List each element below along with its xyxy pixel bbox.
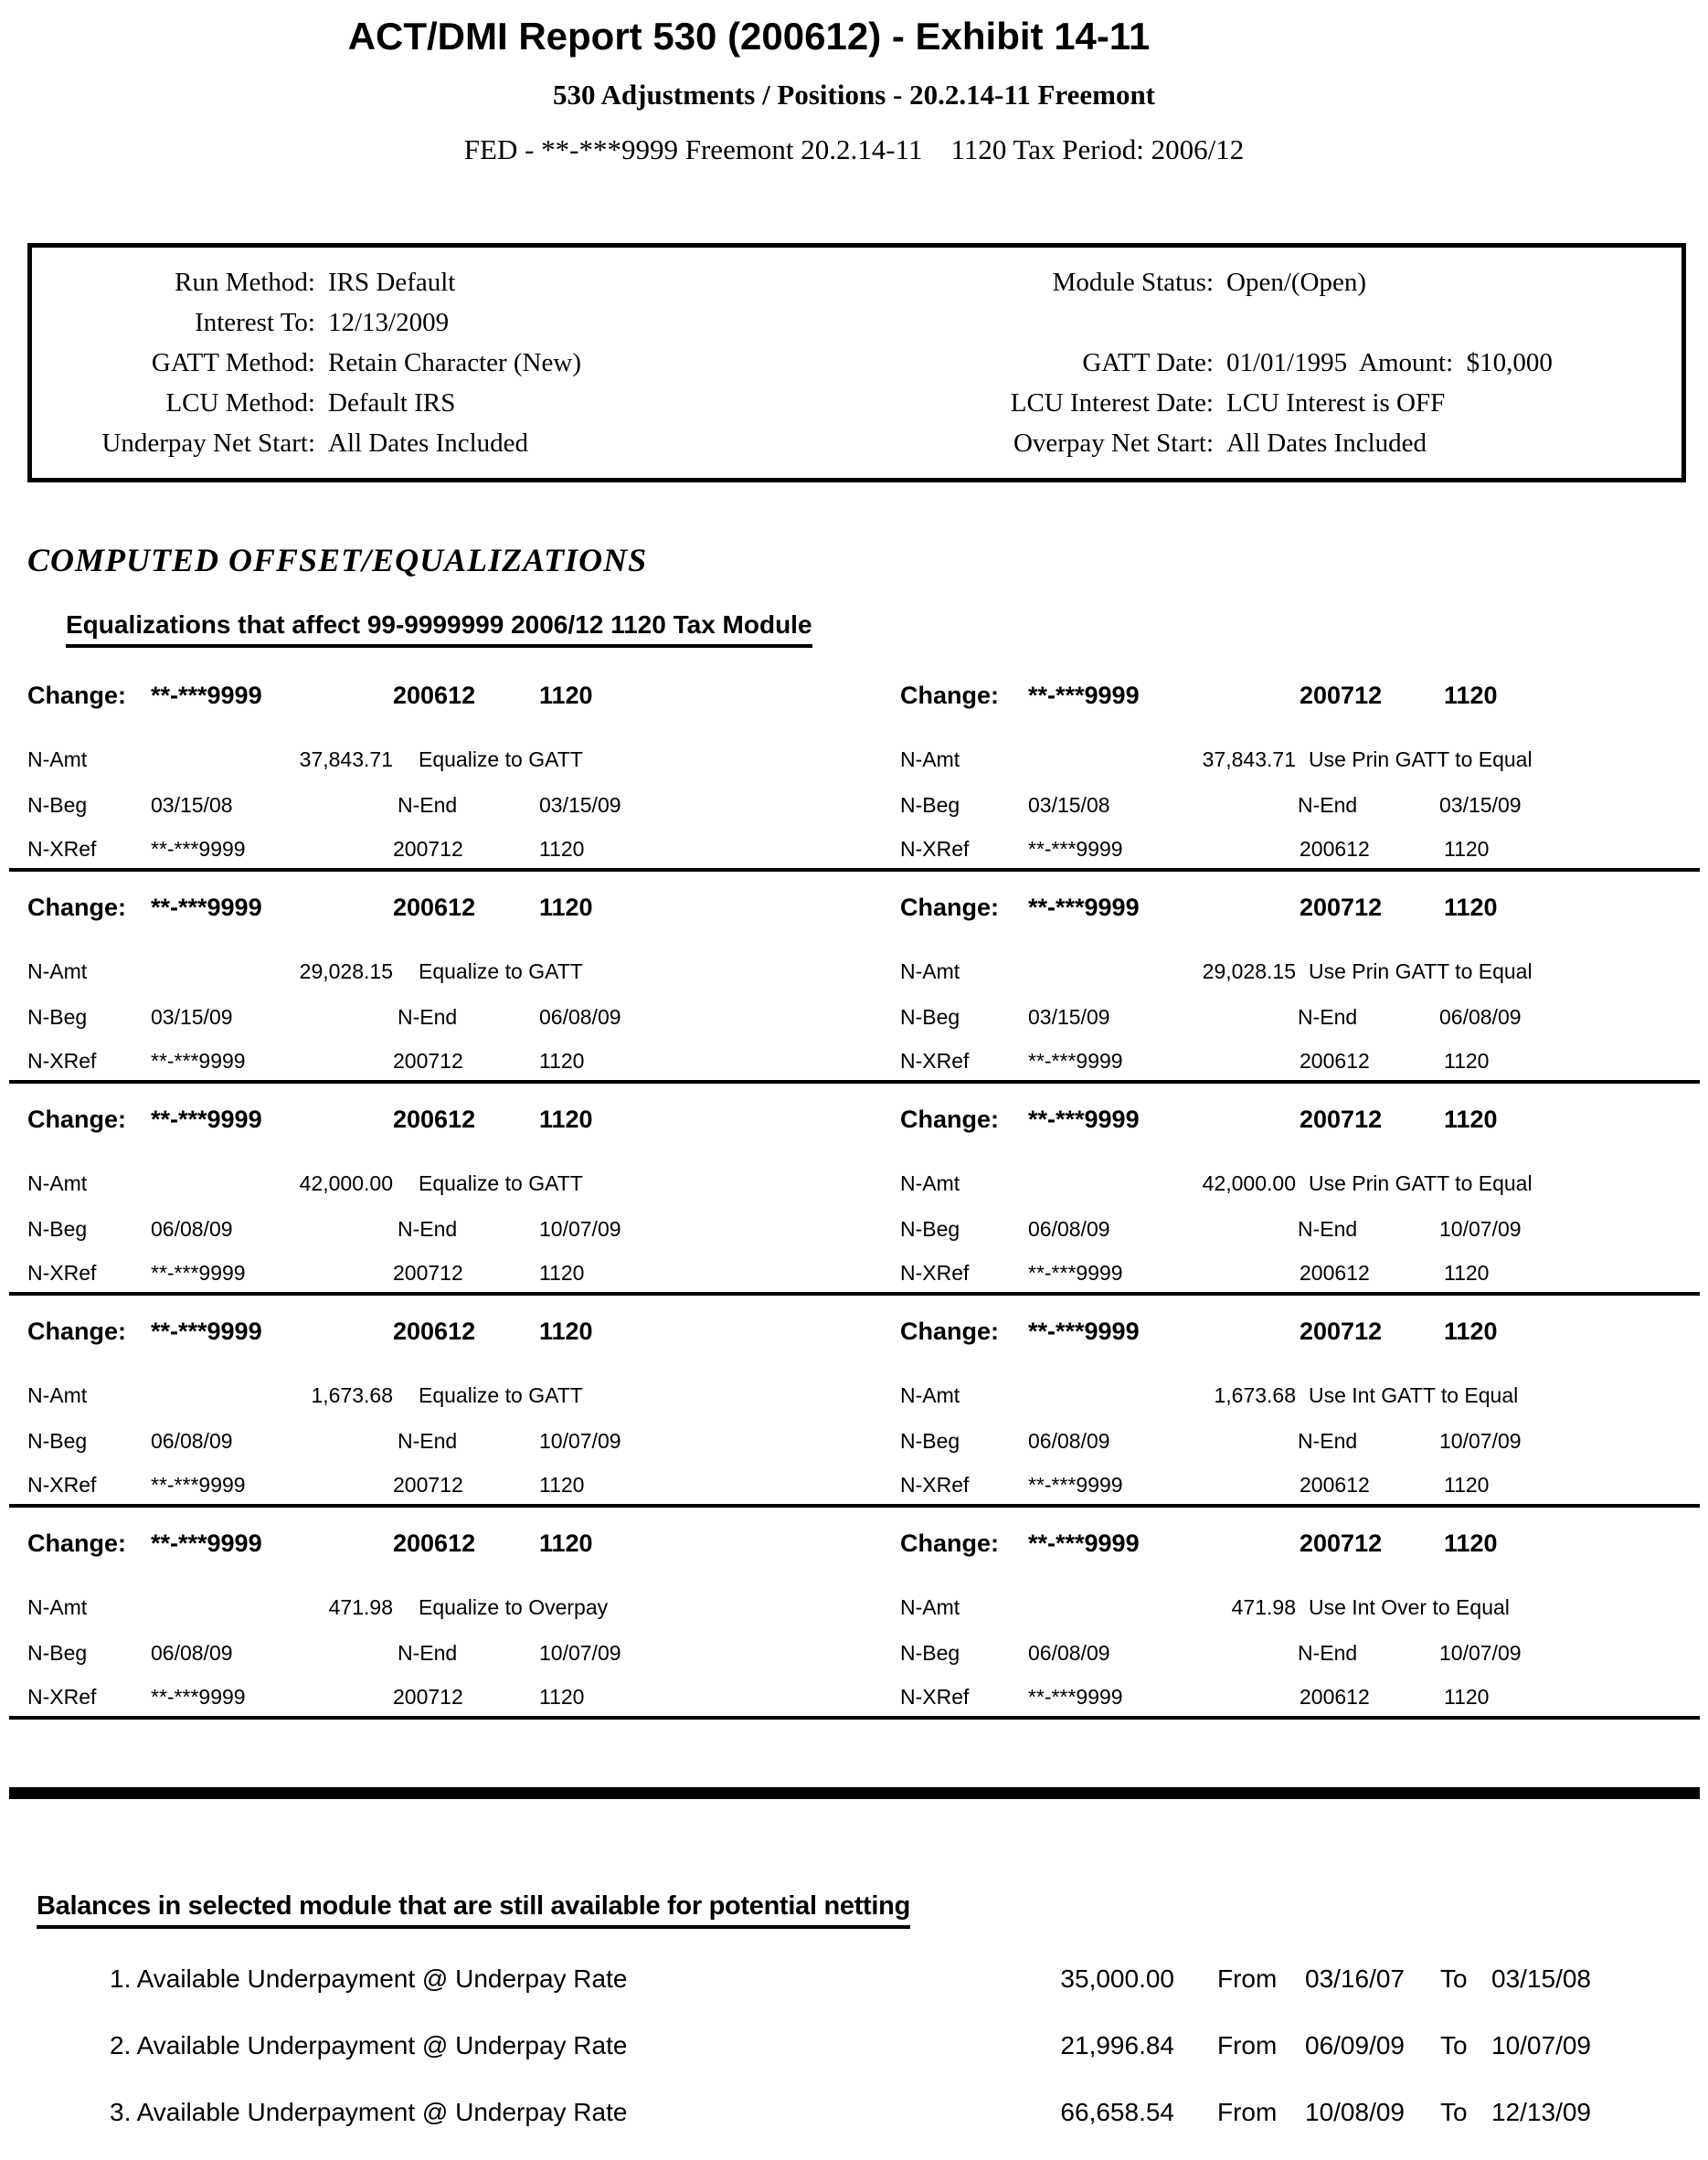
n-amt-desc: Use Int GATT to Equal bbox=[1309, 1383, 1519, 1407]
balance-item bbox=[0, 2031, 1708, 2070]
n-xref-mft: 1120 bbox=[1444, 1049, 1490, 1073]
n-beg-label: N-Beg bbox=[900, 1641, 960, 1665]
change-label: Change: bbox=[27, 894, 126, 921]
from-label: From bbox=[1217, 1964, 1278, 1993]
n-end-label: N-End bbox=[398, 1005, 458, 1029]
n-amt-label: N-Amt bbox=[900, 1383, 960, 1407]
param-value: Default IRS bbox=[328, 388, 456, 418]
equalizations-heading: Equalizations that affect 99-9999999 2006/12 1120 Tax Module bbox=[66, 610, 812, 648]
balance-label: 1. Available Underpayment @ Underpay Rate bbox=[110, 1964, 628, 1993]
module-parameters-box bbox=[27, 243, 1686, 482]
n-amt-label: N-Amt bbox=[900, 959, 960, 983]
n-beg-label: N-Beg bbox=[27, 793, 88, 817]
n-end-date: 10/07/09 bbox=[539, 1641, 621, 1665]
n-beg-date: 06/08/09 bbox=[1028, 1641, 1110, 1665]
n-end-date: 03/15/09 bbox=[1439, 793, 1522, 817]
n-beg-date: 06/08/09 bbox=[1028, 1217, 1110, 1241]
n-end-label: N-End bbox=[398, 1429, 458, 1453]
n-beg-date: 03/15/08 bbox=[1028, 793, 1110, 817]
change-period: 200612 bbox=[393, 894, 476, 921]
n-end-label: N-End bbox=[398, 1217, 458, 1241]
balances-heading: Balances in selected module that are still available for potential netting bbox=[37, 1891, 910, 1929]
from-date: 03/16/07 bbox=[1305, 1964, 1405, 1993]
n-xref-mft: 1120 bbox=[539, 1473, 585, 1497]
n-amt-value: 29,028.15 bbox=[299, 959, 393, 983]
n-beg-label: N-Beg bbox=[900, 1005, 960, 1029]
param-label: Module Status: bbox=[1052, 268, 1214, 297]
param-label: Run Method: bbox=[175, 268, 315, 297]
to-date: 03/15/08 bbox=[1491, 1964, 1591, 1993]
param-value: All Dates Included bbox=[1226, 429, 1427, 458]
to-label: To bbox=[1440, 2098, 1468, 2126]
n-amt-value: 471.98 bbox=[1231, 1595, 1296, 1619]
to-date: 12/13/09 bbox=[1491, 2098, 1591, 2126]
param-label: Overpay Net Start: bbox=[1013, 429, 1214, 458]
n-amt-value: 29,028.15 bbox=[1202, 959, 1296, 983]
n-end-label: N-End bbox=[398, 1641, 458, 1665]
change-pair bbox=[9, 1508, 1700, 1720]
n-xref-mft: 1120 bbox=[539, 1685, 585, 1709]
n-amt-value: 37,843.71 bbox=[299, 747, 393, 771]
change-tin: **-***9999 bbox=[1028, 682, 1140, 709]
balance-amount: 66,658.54 bbox=[1060, 2098, 1174, 2126]
n-xref-period: 200612 bbox=[1300, 1261, 1370, 1285]
n-beg-date: 03/15/09 bbox=[151, 1005, 233, 1029]
change-tin: **-***9999 bbox=[1028, 1318, 1140, 1345]
n-amt-value: 42,000.00 bbox=[299, 1171, 393, 1195]
n-end-date: 06/08/09 bbox=[539, 1005, 621, 1029]
n-xref-period: 200712 bbox=[393, 1261, 463, 1285]
n-xref-label: N-XRef bbox=[27, 1685, 97, 1709]
n-xref-label: N-XRef bbox=[27, 837, 97, 861]
n-amt-desc: Equalize to GATT bbox=[419, 1171, 583, 1195]
n-xref-mft: 1120 bbox=[539, 1261, 585, 1285]
n-amt-desc: Use Prin GATT to Equal bbox=[1309, 747, 1533, 771]
n-xref-tin: **-***9999 bbox=[1028, 837, 1123, 861]
change-tin: **-***9999 bbox=[1028, 1106, 1140, 1133]
param-label: GATT Method: bbox=[151, 348, 315, 377]
change-pair bbox=[9, 1296, 1700, 1508]
n-xref-period: 200612 bbox=[1300, 1685, 1370, 1709]
change-tin: **-***9999 bbox=[151, 894, 262, 921]
change-pair bbox=[9, 872, 1700, 1084]
change-tin: **-***9999 bbox=[1028, 1530, 1140, 1557]
n-amt-desc: Use Prin GATT to Equal bbox=[1309, 959, 1533, 983]
change-mft: 1120 bbox=[539, 682, 593, 709]
n-xref-mft: 1120 bbox=[1444, 1685, 1490, 1709]
n-xref-label: N-XRef bbox=[900, 1261, 970, 1285]
param-row bbox=[640, 429, 1672, 459]
n-beg-date: 06/08/09 bbox=[1028, 1429, 1110, 1453]
change-period: 200612 bbox=[393, 682, 476, 709]
param-value: Open/(Open) bbox=[1226, 268, 1367, 297]
report-fed-line: FED - **-***9999 Freemont 20.2.14-11 1120 Tax Period: 2006/12 bbox=[463, 133, 1245, 165]
n-xref-period: 200612 bbox=[1300, 1049, 1370, 1073]
balance-label: 3. Available Underpayment @ Underpay Rate bbox=[110, 2098, 628, 2126]
change-pair bbox=[9, 1084, 1700, 1296]
n-amt-value: 37,843.71 bbox=[1202, 747, 1296, 771]
n-xref-mft: 1120 bbox=[539, 837, 585, 861]
report-subtitle: 530 Adjustments / Positions - 20.2.14-11 Freemont bbox=[552, 79, 1156, 111]
change-period: 200712 bbox=[1300, 1318, 1383, 1345]
change-mft: 1120 bbox=[539, 1530, 593, 1557]
n-beg-date: 06/08/09 bbox=[151, 1641, 233, 1665]
balance-amount: 21,996.84 bbox=[1060, 2031, 1174, 2059]
param-value: All Dates Included bbox=[328, 429, 529, 458]
n-beg-date: 06/08/09 bbox=[151, 1217, 233, 1241]
n-beg-label: N-Beg bbox=[27, 1217, 88, 1241]
to-date: 10/07/09 bbox=[1491, 2031, 1591, 2059]
n-xref-mft: 1120 bbox=[1444, 1261, 1490, 1285]
n-xref-tin: **-***9999 bbox=[151, 1049, 246, 1073]
n-xref-period: 200712 bbox=[393, 837, 463, 861]
n-beg-label: N-Beg bbox=[900, 1429, 960, 1453]
balance-item bbox=[0, 2098, 1708, 2136]
section-divider bbox=[9, 1787, 1700, 1799]
n-xref-period: 200612 bbox=[1300, 1473, 1370, 1497]
param-value: IRS Default bbox=[328, 268, 456, 297]
n-amt-value: 1,673.68 bbox=[1214, 1383, 1296, 1407]
change-label: Change: bbox=[27, 1530, 126, 1557]
change-label: Change: bbox=[900, 682, 999, 709]
n-amt-desc: Equalize to GATT bbox=[419, 959, 583, 983]
n-end-date: 10/07/09 bbox=[539, 1217, 621, 1241]
n-xref-label: N-XRef bbox=[900, 1473, 970, 1497]
n-xref-tin: **-***9999 bbox=[1028, 1261, 1123, 1285]
to-label: To bbox=[1440, 2031, 1468, 2059]
n-amt-label: N-Amt bbox=[27, 747, 88, 771]
param-label: LCU Method: bbox=[165, 388, 315, 418]
change-label: Change: bbox=[900, 1106, 999, 1133]
change-period: 200712 bbox=[1300, 1530, 1383, 1557]
computed-offset-heading: COMPUTED OFFSET/EQUALIZATIONS bbox=[27, 542, 648, 578]
n-end-label: N-End bbox=[1298, 1429, 1358, 1453]
n-end-label: N-End bbox=[1298, 1217, 1358, 1241]
n-amt-label: N-Amt bbox=[900, 1595, 960, 1619]
change-label: Change: bbox=[27, 682, 126, 709]
n-beg-label: N-Beg bbox=[27, 1429, 88, 1453]
change-mft: 1120 bbox=[1444, 1530, 1498, 1557]
n-xref-period: 200712 bbox=[393, 1685, 463, 1709]
n-end-date: 10/07/09 bbox=[539, 1429, 621, 1453]
n-xref-label: N-XRef bbox=[27, 1473, 97, 1497]
change-tin: **-***9999 bbox=[151, 1530, 262, 1557]
change-label: Change: bbox=[27, 1318, 126, 1345]
report-title: ACT/DMI Report 530 (200612) - Exhibit 14-11 bbox=[347, 15, 1151, 58]
n-amt-label: N-Amt bbox=[900, 747, 960, 771]
n-xref-label: N-XRef bbox=[900, 1685, 970, 1709]
n-beg-label: N-Beg bbox=[900, 1217, 960, 1241]
n-xref-label: N-XRef bbox=[900, 837, 970, 861]
change-period: 200712 bbox=[1300, 1106, 1383, 1133]
change-label: Change: bbox=[27, 1106, 126, 1133]
n-xref-tin: **-***9999 bbox=[151, 1685, 246, 1709]
n-beg-date: 03/15/08 bbox=[151, 793, 233, 817]
n-amt-desc: Equalize to GATT bbox=[419, 1383, 583, 1407]
change-tin: **-***9999 bbox=[151, 682, 262, 709]
n-xref-mft: 1120 bbox=[539, 1049, 585, 1073]
param-row bbox=[640, 308, 1672, 338]
change-mft: 1120 bbox=[539, 1106, 593, 1133]
param-row bbox=[640, 348, 1672, 378]
n-xref-mft: 1120 bbox=[1444, 837, 1490, 861]
n-amt-label: N-Amt bbox=[27, 1383, 88, 1407]
n-xref-tin: **-***9999 bbox=[1028, 1473, 1123, 1497]
change-label: Change: bbox=[900, 1318, 999, 1345]
change-tin: **-***9999 bbox=[151, 1106, 262, 1133]
param-value: Retain Character (New) bbox=[328, 348, 581, 377]
change-mft: 1120 bbox=[1444, 894, 1498, 921]
param-label: LCU Interest Date: bbox=[1010, 388, 1214, 418]
change-period: 200612 bbox=[393, 1530, 476, 1557]
n-xref-tin: **-***9999 bbox=[1028, 1685, 1123, 1709]
n-end-label: N-End bbox=[1298, 793, 1358, 817]
n-end-date: 10/07/09 bbox=[1439, 1429, 1522, 1453]
n-end-date: 10/07/09 bbox=[1439, 1641, 1522, 1665]
n-amt-desc: Use Prin GATT to Equal bbox=[1309, 1171, 1533, 1195]
change-period: 200612 bbox=[393, 1318, 476, 1345]
change-tin: **-***9999 bbox=[1028, 894, 1140, 921]
change-mft: 1120 bbox=[1444, 1106, 1498, 1133]
param-label: Underpay Net Start: bbox=[101, 429, 315, 458]
n-amt-desc: Equalize to Overpay bbox=[419, 1595, 609, 1619]
n-amt-label: N-Amt bbox=[900, 1171, 960, 1195]
n-end-label: N-End bbox=[1298, 1641, 1358, 1665]
param-value: LCU Interest is OFF bbox=[1226, 388, 1446, 418]
change-label: Change: bbox=[900, 894, 999, 921]
n-amt-value: 1,673.68 bbox=[311, 1383, 393, 1407]
n-xref-period: 200712 bbox=[393, 1049, 463, 1073]
change-period: 200612 bbox=[393, 1106, 476, 1133]
n-end-date: 10/07/09 bbox=[1439, 1217, 1522, 1241]
n-end-label: N-End bbox=[398, 793, 458, 817]
from-label: From bbox=[1217, 2031, 1278, 2059]
change-period: 200712 bbox=[1300, 682, 1383, 709]
from-date: 10/08/09 bbox=[1305, 2098, 1405, 2126]
n-amt-value: 471.98 bbox=[328, 1595, 393, 1619]
n-xref-tin: **-***9999 bbox=[1028, 1049, 1123, 1073]
n-beg-label: N-Beg bbox=[27, 1641, 88, 1665]
n-amt-label: N-Amt bbox=[27, 1171, 88, 1195]
from-label: From bbox=[1217, 2098, 1278, 2126]
n-amt-value: 42,000.00 bbox=[1202, 1171, 1296, 1195]
change-pair bbox=[9, 660, 1700, 872]
param-row bbox=[640, 388, 1672, 418]
n-beg-label: N-Beg bbox=[27, 1005, 88, 1029]
n-end-label: N-End bbox=[1298, 1005, 1358, 1029]
n-beg-date: 03/15/09 bbox=[1028, 1005, 1110, 1029]
change-mft: 1120 bbox=[1444, 682, 1498, 709]
n-xref-period: 200612 bbox=[1300, 837, 1370, 861]
balance-amount: 35,000.00 bbox=[1060, 1964, 1174, 1993]
n-xref-period: 200712 bbox=[393, 1473, 463, 1497]
change-period: 200712 bbox=[1300, 894, 1383, 921]
param-value: 01/01/1995 Amount: $10,000 bbox=[1226, 348, 1553, 377]
n-xref-label: N-XRef bbox=[900, 1049, 970, 1073]
n-xref-label: N-XRef bbox=[27, 1049, 97, 1073]
n-amt-desc: Equalize to GATT bbox=[419, 747, 583, 771]
n-amt-label: N-Amt bbox=[27, 959, 88, 983]
param-value: 12/13/2009 bbox=[328, 308, 450, 337]
n-end-date: 06/08/09 bbox=[1439, 1005, 1522, 1029]
n-end-date: 03/15/09 bbox=[539, 793, 621, 817]
n-xref-label: N-XRef bbox=[27, 1261, 97, 1285]
param-label: GATT Date: bbox=[1082, 348, 1214, 377]
n-beg-date: 06/08/09 bbox=[151, 1429, 233, 1453]
n-amt-label: N-Amt bbox=[27, 1595, 88, 1619]
change-label: Change: bbox=[900, 1530, 999, 1557]
n-xref-mft: 1120 bbox=[1444, 1473, 1490, 1497]
balance-item bbox=[0, 1964, 1708, 2003]
change-mft: 1120 bbox=[539, 894, 593, 921]
change-tin: **-***9999 bbox=[151, 1318, 262, 1345]
n-xref-tin: **-***9999 bbox=[151, 837, 246, 861]
n-beg-label: N-Beg bbox=[900, 793, 960, 817]
n-xref-tin: **-***9999 bbox=[151, 1261, 246, 1285]
from-date: 06/09/09 bbox=[1305, 2031, 1405, 2059]
change-mft: 1120 bbox=[1444, 1318, 1498, 1345]
n-xref-tin: **-***9999 bbox=[151, 1473, 246, 1497]
to-label: To bbox=[1440, 1964, 1468, 1993]
balance-label: 2. Available Underpayment @ Underpay Rate bbox=[110, 2031, 628, 2059]
param-row bbox=[640, 268, 1672, 298]
param-label: Interest To: bbox=[195, 308, 315, 337]
change-mft: 1120 bbox=[539, 1318, 593, 1345]
n-amt-desc: Use Int Over to Equal bbox=[1309, 1595, 1510, 1619]
